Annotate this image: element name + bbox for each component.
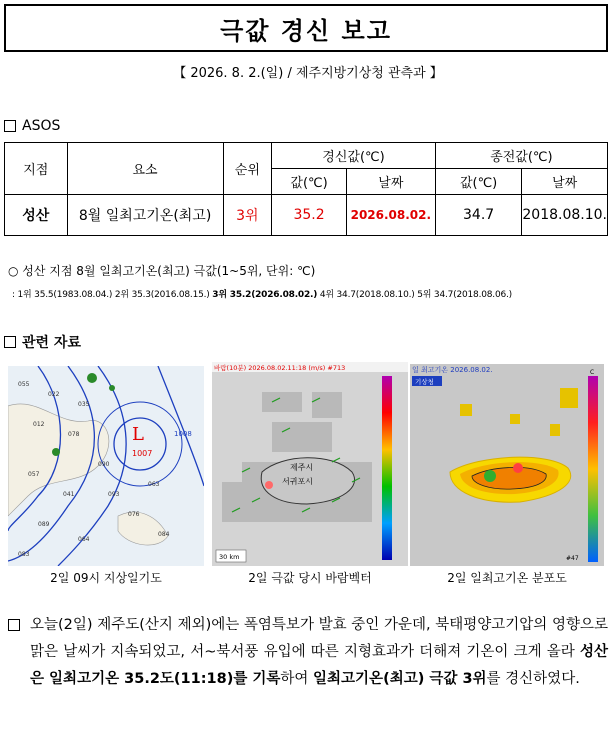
- max-temperature-map: [410, 364, 604, 566]
- svg-text:055: 055: [18, 381, 30, 388]
- checkbox-icon: [4, 120, 16, 132]
- svg-text:089: 089: [38, 521, 50, 528]
- asos-section-heading: [4, 118, 60, 134]
- temp-map-tag: 기상청: [415, 378, 434, 386]
- cell-element: 8월 일최고기온(최고): [67, 195, 223, 236]
- asos-table: [4, 142, 608, 236]
- cell-new-date: 2026.08.02.: [346, 195, 435, 236]
- header-station: 지점: [5, 143, 68, 195]
- caption-surface-chart: 2일 09시 지상일기도: [50, 571, 162, 585]
- caption-wind-map: 2일 극값 당시 바람벡터: [248, 571, 372, 585]
- ranking-detail-b: 4위 34.7(2018.08.10.) 5위 34.7(2018.08.06.): [317, 290, 512, 300]
- svg-text:022: 022: [48, 391, 60, 398]
- svg-text:076: 076: [128, 511, 140, 518]
- svg-text:084: 084: [158, 531, 170, 538]
- summary-bold-1: 성산은 일최고기온 35.2도(11:18)를 기록: [30, 644, 608, 687]
- wind-map-graphic: [212, 362, 408, 566]
- summary-paragraph: [30, 612, 608, 693]
- svg-text:093: 093: [108, 491, 120, 498]
- caption-temperature-map: 2일 일최고기온 분포도: [447, 571, 567, 585]
- report-title: 극값 경신 보고: [220, 16, 392, 45]
- svg-text:012: 012: [33, 421, 45, 428]
- related-section-heading: [4, 332, 81, 352]
- header-new-date: 날짜: [346, 169, 435, 195]
- summary-text-2: 하여: [280, 671, 314, 687]
- svg-text:035: 035: [78, 401, 90, 408]
- cell-old-value: 34.7: [435, 195, 522, 236]
- temp-map-header: 일 최고기온 2026.08.02.: [412, 366, 493, 374]
- table-row: [5, 195, 608, 236]
- header-new: 경신값(℃): [272, 143, 436, 169]
- header-element: 요소: [67, 143, 223, 195]
- temperature-map-graphic: [410, 364, 604, 566]
- svg-text:063: 063: [148, 481, 160, 488]
- svg-text:041: 041: [63, 491, 75, 498]
- place-label-seogwipo: 서귀포시: [282, 477, 313, 486]
- svg-text:078: 078: [68, 431, 80, 438]
- related-section-label: 관련 자료: [22, 335, 81, 351]
- report-subtitle: 【 2026. 8. 2.(일) / 제주지방기상청 관측과 】: [173, 66, 443, 81]
- surface-weather-chart: [8, 366, 204, 566]
- low-pressure-label: L: [132, 424, 144, 445]
- svg-text:057: 057: [28, 471, 40, 478]
- ranking-detail: [12, 287, 512, 300]
- cell-station: 성산: [5, 195, 68, 236]
- ranking-title: ○ 성산 지점 8월 일최고기온(최고) 극값(1~5위, 단위: ℃): [8, 264, 316, 278]
- summary-bold-2: 일최고기온(최고) 극값 3위: [313, 671, 487, 687]
- svg-text:064: 064: [78, 536, 90, 543]
- header-rank: 순위: [223, 143, 272, 195]
- cell-rank: 3위: [223, 195, 272, 236]
- temp-map-unit: C: [590, 369, 595, 376]
- temp-map-count: #47: [566, 555, 579, 562]
- summary-text-1: 오늘(2일) 제주도(산지 제외)에는 폭염특보가 발효 중인 가운데, 북태평양고기압의 영향으로 맑은 날씨가 지속되었고, 서~북서풍 유입에 따른 지형효과가 더해져 기온이 크게 올라: [30, 617, 608, 660]
- wind-map-scale: 30 km: [219, 553, 240, 561]
- header-old: 종전값(℃): [435, 143, 607, 169]
- header-old-value: 값(℃): [435, 169, 522, 195]
- wind-map-header: 바람(10분) 2026.08.02.11:18 (m/s) #713: [214, 364, 346, 372]
- summary-text-3: 를 경신하였다.: [486, 671, 580, 687]
- report-title-box: [4, 4, 608, 52]
- checkbox-icon: [4, 336, 16, 348]
- asos-section-label: ASOS: [22, 118, 61, 134]
- surface-chart-graphic: [8, 366, 204, 566]
- ranking-detail-bold: 3위 35.2(2026.08.02.): [212, 290, 318, 300]
- ranking-detail-a: : 1위 35.5(1983.08.04.) 2위 35.3(2016.08.15.): [12, 290, 213, 300]
- header-old-date: 날짜: [522, 169, 608, 195]
- svg-text:083: 083: [18, 551, 30, 558]
- place-label-jeju: 제주시: [290, 463, 314, 472]
- low-pressure-value: 1007: [132, 449, 153, 458]
- svg-text:090: 090: [98, 461, 110, 468]
- cell-new-value: 35.2: [272, 195, 347, 236]
- checkbox-icon: [8, 619, 20, 631]
- isobar-label: 1008: [174, 430, 192, 438]
- wind-vector-map: [212, 362, 408, 566]
- header-new-value: 값(℃): [272, 169, 347, 195]
- cell-old-date: 2018.08.10.: [522, 195, 608, 236]
